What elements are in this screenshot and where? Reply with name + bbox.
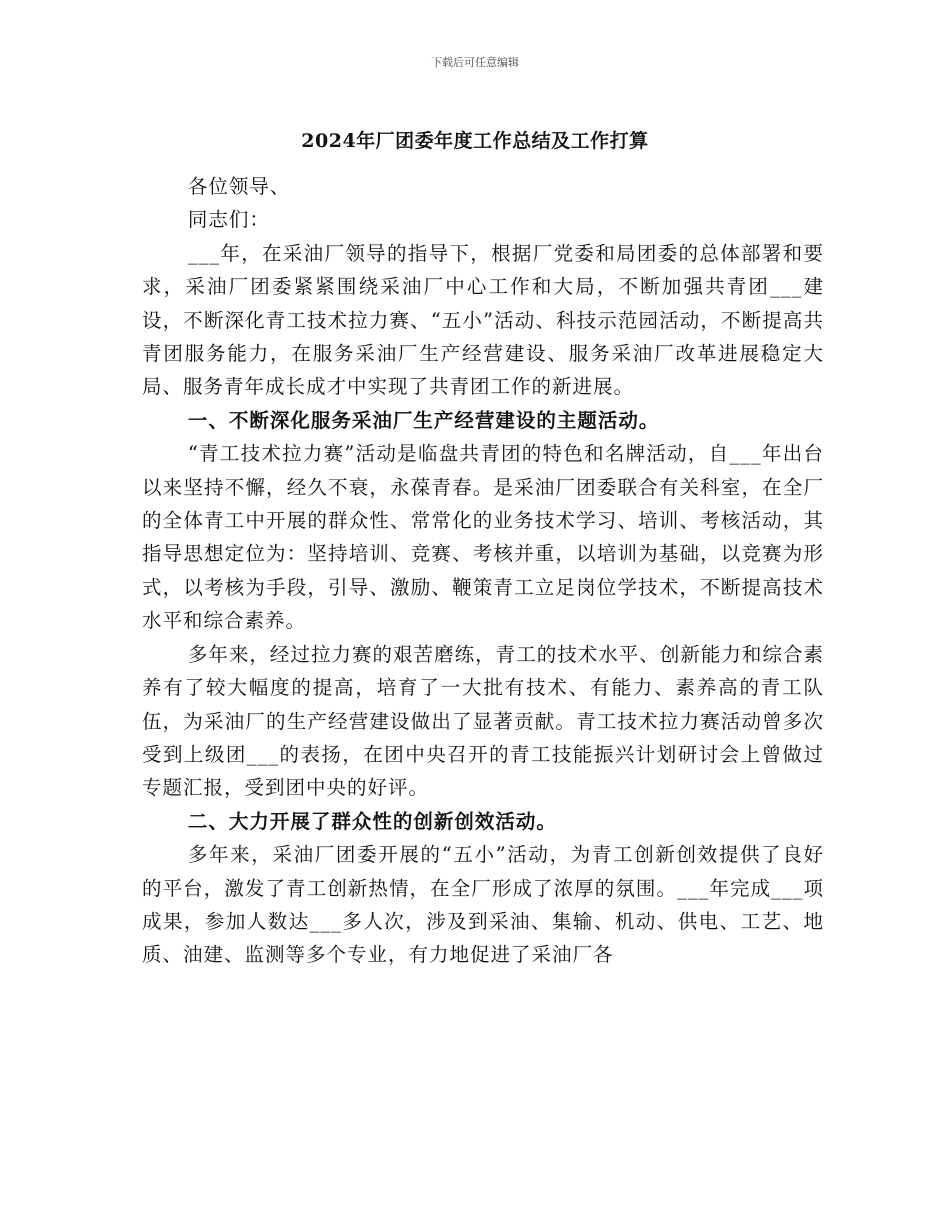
section-heading-2: 二、大力开展了群众性的创新创效活动。: [187, 809, 557, 833]
intro-paragraph: ___年，在采油厂领导的指导下，根据厂党委和局团委的总体部署和要求，采油厂团委紧紧围绕采油厂中心工作和大局，不断加强共青团___建设，不断深化青工技术拉力赛、“五小”活动、科技示范园活动，不断提高共青团服务能力，在服务采油厂生产经营建设、服务采油厂改革进展稳定大局、服务青年成长成才中实现了共青团工作的新进展。: [142, 241, 824, 399]
document-title: 2024年厂团委年度工作总结及工作打算: [301, 130, 649, 152]
greeting-line-1: 各位领导、: [187, 175, 291, 198]
greeting-line-2: 同志们：: [187, 208, 270, 232]
body-paragraph: “青工技术拉力赛”活动是临盘共青团的特色和名牌活动，自___年出台以来坚持不懈，经久不衰，永葆青春。是采油厂团委联合有关科室，在全厂的全体青工中开展的群众性、常常化的业务技术学习、培训、考核活动，其指导思想定位为：坚持培训、竞赛、考核并重，以培训为基础，以竞赛为形式，以考核为手段，引导、激励、鞭策青工立足岗位学技术，不断提高技术水平和综合素养。: [142, 442, 824, 633]
document-body: [142, 170, 824, 972]
section-heading-1: 一、不断深化服务采油厂生产经营建设的主题活动。: [187, 408, 660, 432]
page-header-note: 下载后可任意编辑: [431, 56, 519, 69]
body-paragraph: 多年来，经过拉力赛的艰苦磨练，青工的技术水平、创新能力和综合素养有了较大幅度的提高，培育了一大批有技术、有能力、素养高的青工队伍，为采油厂的生产经营建设做出了显著贡献。青工技术拉力赛活动曾多次受到上级团___的表扬，在团中央召开的青工技能振兴计划研讨会上曾做过专题汇报，受到团中央的好评。: [142, 642, 824, 800]
body-paragraph: 多年来，采油厂团委开展的“五小”活动，为青工创新创效提供了良好的平台，激发了青工创新热情，在全厂形成了浓厚的氛围。___年完成___项成果，参加人数达___多人次，涉及到采油、集输、机动、供电、工艺、地质、油建、监测等多个专业，有力地促进了采油厂各: [142, 843, 824, 967]
